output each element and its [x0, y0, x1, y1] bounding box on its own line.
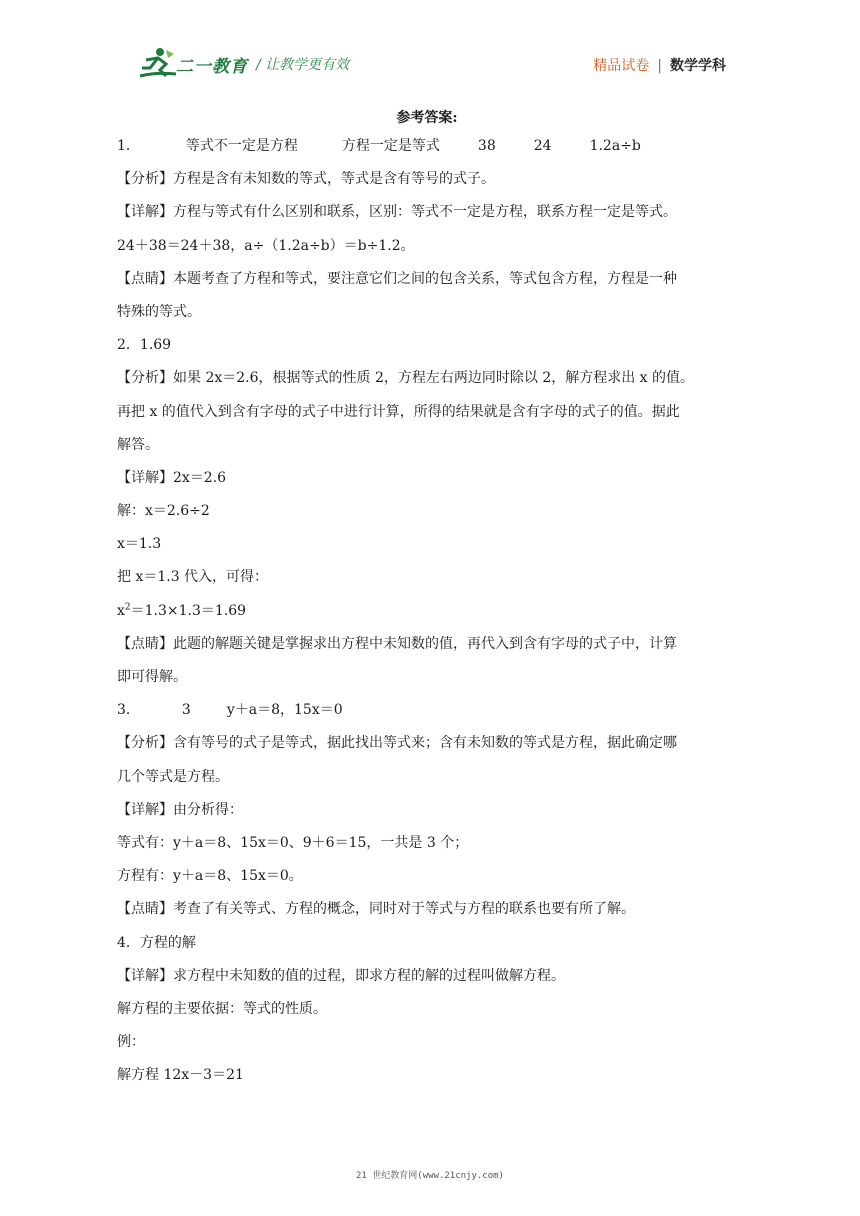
text-line: 【分析】如果 2x＝2.6，根据等式的性质 2，方程左右两边同时除以 2，解方程求出 x 的值。	[117, 370, 695, 387]
answer-3-line	[117, 694, 737, 727]
q1-number: 1．	[117, 138, 140, 154]
text-line: 把 x＝1.3 代入，可得：	[117, 569, 269, 586]
answer-1-line	[117, 130, 737, 163]
text-line: 【分析】含有等号的式子是等式，据此找出等式来；含有未知数的等式是方程，据此确定哪	[117, 735, 677, 752]
answer-4-line: 4．方程的解	[117, 934, 196, 951]
text-line: 解：x＝2.6÷2	[117, 503, 210, 520]
text-line: 【详解】求方程中未知数的值的过程，即求方程的解的过程叫做解方程。	[117, 967, 565, 984]
exponent: 2	[124, 601, 131, 612]
text-line: 【点睛】考查了有关等式、方程的概念，同时对于等式与方程的联系也要有所了解。	[117, 901, 635, 918]
text-line: 解方程的主要依据：等式的性质。	[117, 1000, 327, 1017]
answer-title: 参考答案:	[396, 110, 458, 126]
text-line: 即可得解。	[117, 669, 187, 685]
text-line: 【点睛】本题考查了方程和等式，要注意它们之间的包含关系，等式包含方程，方程是一种	[117, 270, 677, 287]
q3-number: 3．	[117, 702, 140, 719]
text-line: 特殊的等式。	[117, 303, 201, 320]
q3-blank-1: 3	[181, 702, 191, 719]
x-variable: x	[117, 602, 125, 619]
text-line: x＝1.3	[117, 536, 162, 553]
q1-blank-2: 方程一定是等式	[341, 138, 440, 154]
text-line: 再把 x 的值代入到含有字母的式子中进行计算，所得的结果就是含有字母的式子的值。据此	[117, 403, 680, 420]
square-result: ＝1.3×1.3＝1.69	[130, 602, 247, 619]
q1-blank-5: 1.2a÷b	[589, 138, 641, 154]
q1-blank-4: 24	[533, 138, 552, 154]
text-line: 几个等式是方程。	[117, 768, 229, 785]
quality-label: 精品试卷	[593, 58, 650, 74]
q1-blank-1: 等式不一定是方程	[185, 138, 298, 154]
page-footer: 21 世纪教育网(www.21cnjy.com)	[356, 1171, 504, 1181]
text-line: 【点睛】此题的解题关键是掌握求出方程中未知数的值，再代入到含有字母的式子中，计算	[117, 635, 677, 652]
answer-2-line: 2．1.69	[117, 337, 172, 354]
q1-blank-3: 38	[477, 138, 496, 154]
logo-text: 二一教育	[176, 57, 248, 77]
text-line: 24＋38＝24＋38，a÷（1.2a÷b）＝b÷1.2。	[117, 237, 415, 254]
header-separator: |	[657, 58, 662, 74]
text-line: 【详解】方程与等式有什么区别和联系，区别：等式不一定是方程，联系方程一定是等式。	[117, 204, 677, 221]
answer-content	[117, 106, 737, 1092]
page-header	[0, 0, 860, 100]
text-line: 等式有：y＋a＝8、15x＝0、9＋6＝15，一共是 3 个；	[117, 834, 469, 851]
q3-blank-2: y＋a＝8，15x＝0	[226, 702, 343, 719]
header-slogan: / 让教学更有效	[256, 57, 350, 73]
text-line	[117, 595, 737, 628]
text-line: 解答。	[117, 436, 159, 453]
text-line: 【详解】2x＝2.6	[117, 469, 227, 486]
subject-label: 数学学科	[670, 58, 726, 74]
text-line: 例：	[117, 1034, 145, 1051]
text-line: 【分析】方程是含有未知数的等式，等式是含有等号的式子。	[117, 171, 495, 188]
text-line: 【详解】由分析得：	[117, 801, 243, 818]
text-line: 解方程 12x－3＝21	[117, 1067, 244, 1084]
text-line: 方程有：y＋a＝8、15x＝0。	[117, 868, 303, 885]
header-right	[593, 55, 726, 75]
